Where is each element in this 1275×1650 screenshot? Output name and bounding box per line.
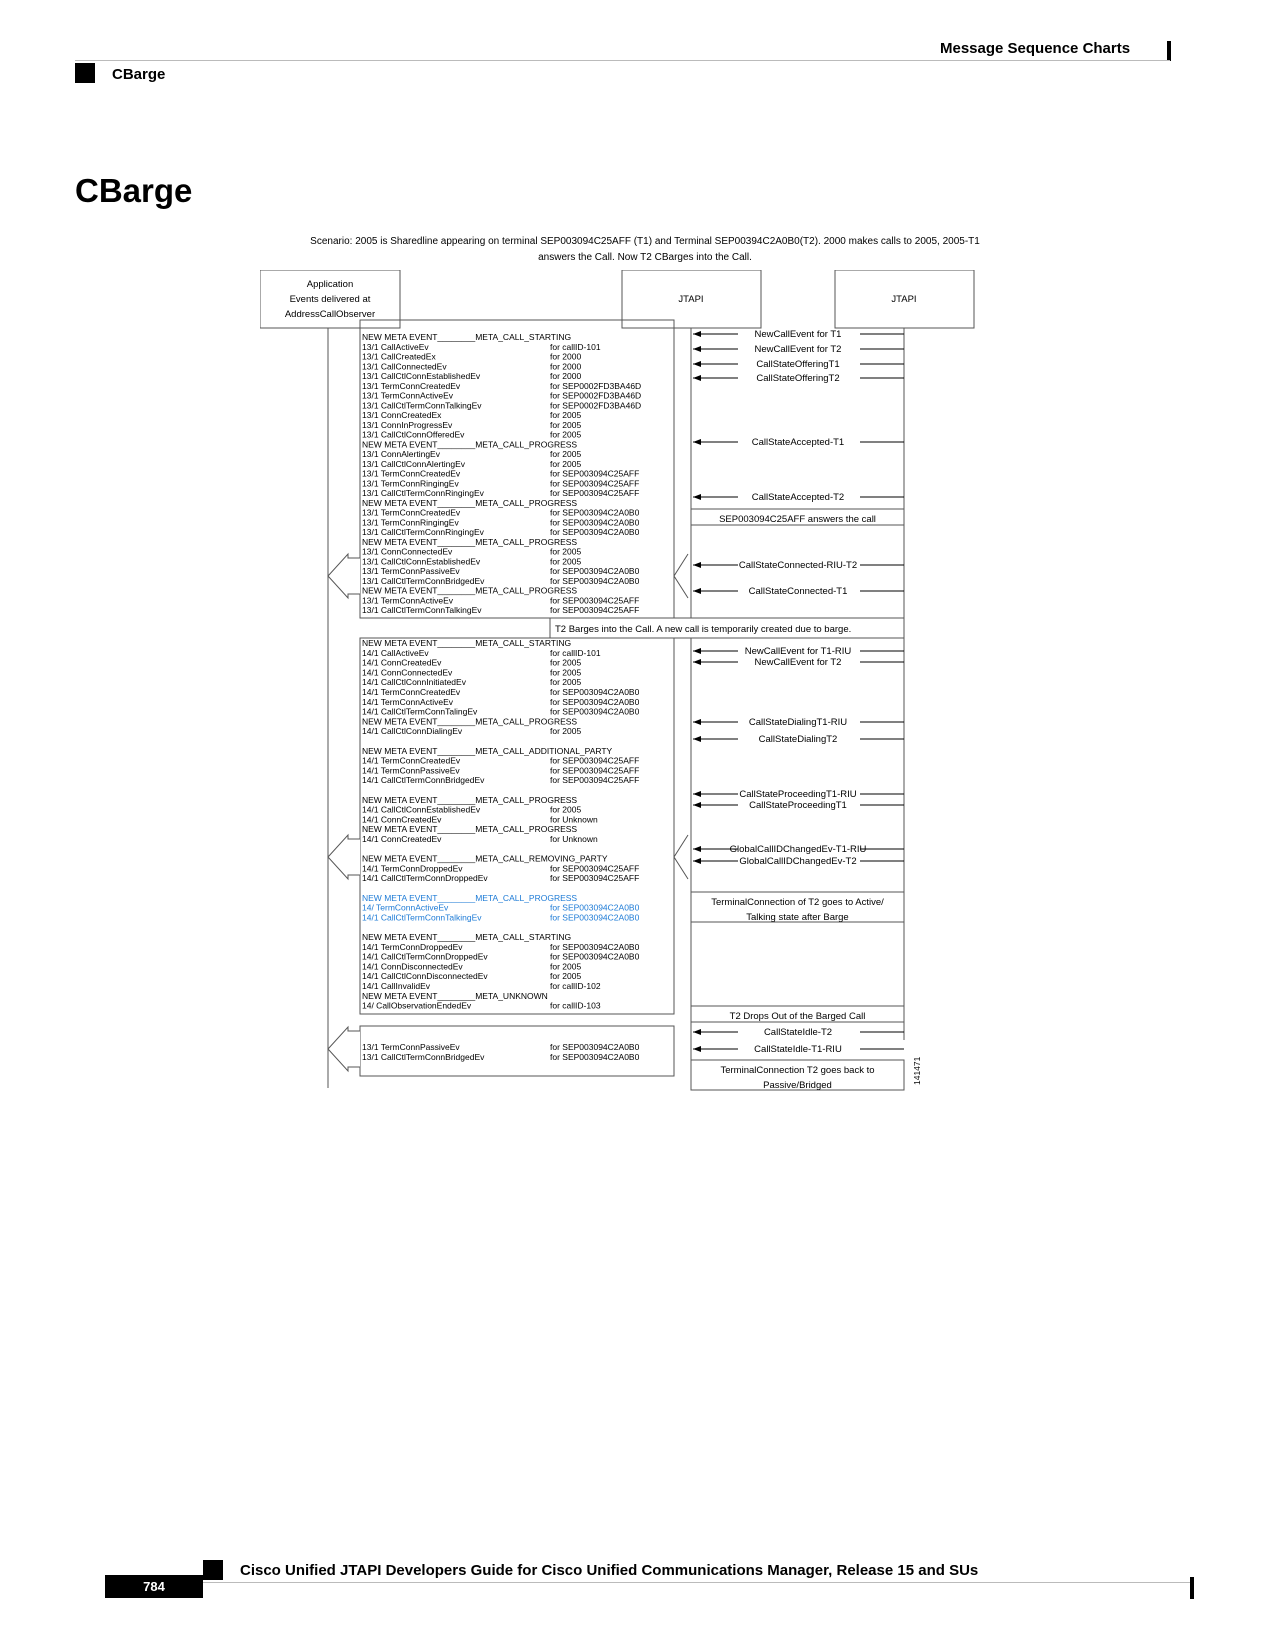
block2-target: for SEP003094C25AFF (550, 863, 640, 874)
block1-event: 13/1 CallCtlTermConnTalkingEv (362, 400, 482, 411)
block1-event: NEW META EVENT________META_CALL_PROGRESS (362, 536, 578, 547)
message-arrowhead (693, 791, 701, 797)
block2-event: 14/1 ConnCreatedEv (362, 657, 442, 668)
block1-target: for 2000 (550, 371, 582, 381)
block2-event: NEW META EVENT________META_CALL_ADDITIONAL_PARTY (362, 745, 613, 756)
page-number: 784 (105, 1575, 203, 1598)
header-bar (1167, 41, 1171, 61)
message-label: CallStateDialingT2 (758, 734, 838, 745)
message-label: CallStateAccepted-T2 (751, 492, 845, 503)
message-label: NewCallEvent for T1 (754, 329, 842, 340)
message-arrowhead (693, 736, 701, 742)
block1-event: 13/1 CallCtlConnAlertingEv (362, 458, 465, 469)
block2-target: for Unknown (550, 814, 598, 825)
jtapi-arrow-2 (674, 835, 688, 879)
block2-event: 14/1 CallActiveEv (362, 647, 429, 658)
message-label: GlobalCallIDChangedEv-T2 (739, 856, 857, 867)
message-label: CallStateAccepted-T1 (751, 437, 845, 448)
block1-event: 13/1 CallCtlConnEstablishedEv (362, 556, 481, 567)
block1-target: for SEP003094C25AFF (550, 478, 640, 489)
block2-event: 14/1 CallCtlConnDialingEv (362, 726, 463, 737)
block1-event: 13/1 ConnCreatedEx (362, 410, 442, 420)
block1-target: for SEP003094C25AFF (550, 488, 640, 498)
message-label: NewCallEvent for T2 (754, 657, 842, 668)
chapter-marker (75, 63, 95, 83)
block1-target: for 2005 (550, 419, 582, 430)
message-label: CallStateProceedingT1-RIU (739, 789, 857, 800)
running-header-chapter: CBarge (112, 66, 166, 83)
block1-event: 13/1 CallActiveEv (362, 341, 429, 352)
running-header-section: Message Sequence Charts (940, 40, 1131, 57)
scenario-line-2: answers the Call. Now T2 CBarges into the Call. (538, 252, 752, 263)
block1-target: for 2005 (550, 458, 582, 469)
jtapi-arrow-1 (674, 554, 688, 598)
block3-target: for SEP003094C2A0B0 (550, 1052, 640, 1062)
block2-target: for 2005 (550, 726, 582, 737)
block1-target: for SEP003094C25AFF (550, 595, 640, 606)
block2-target: for SEP003094C2A0B0 (550, 912, 640, 923)
block2-event: 14/1 ConnCreatedEv (362, 814, 442, 825)
block1-event: 13/1 TermConnPassiveEv (362, 566, 460, 576)
block1-event: 13/1 TermConnRingingEv (362, 517, 459, 528)
block2-target: for SEP003094C2A0B0 (550, 951, 640, 962)
note-active-talking: TerminalConnection of T2 goes to Active/ (711, 897, 884, 908)
block2-event: 14/1 TermConnDroppedEv (362, 941, 463, 952)
footer-marker (203, 1560, 223, 1580)
block2-target: for callID-102 (550, 981, 601, 991)
block1-event: NEW META EVENT________META_CALL_PROGRESS (362, 439, 578, 450)
message-arrowhead (693, 659, 701, 665)
block1-event: 13/1 CallCtlTermConnTalkingEv (362, 605, 482, 615)
block2-event: 14/1 ConnCreatedEv (362, 834, 442, 844)
block1-target: for 2005 (550, 546, 582, 557)
block2-event: NEW META EVENT________META_CALL_PROGRESS (362, 794, 578, 805)
block2-event: 14/1 TermConnCreatedEv (362, 755, 461, 766)
footer-guide-title: Cisco Unified JTAPI Developers Guide for Cisco Unified Communications Manager, Release 15 and SUs (240, 1562, 979, 1579)
block1-event: NEW META EVENT________META_CALL_PROGRESS (362, 497, 578, 508)
block1-target: for SEP0002FD3BA46D (550, 400, 642, 411)
block1-event: 13/1 CallCtlConnOfferedEv (362, 429, 465, 440)
message-label: CallStateDialingT1-RIU (748, 717, 848, 728)
scenario-line-1: Scenario: 2005 is Sharedline appearing on terminal SEP003094C25AFF (T1) and Terminal SEP00394C2A0B0(T2). 2000 makes calls to 2005, 2005-T1 (310, 236, 980, 247)
delivery-arrow-3 (328, 1027, 360, 1071)
header-rule (75, 60, 1170, 61)
lifeline-header-label: AddressCallObserver (284, 309, 376, 320)
block2-target: for 2005 (550, 677, 582, 688)
message-arrowhead (693, 1046, 701, 1052)
lifeline-header-label: JTAPI (891, 294, 917, 305)
message-arrowhead (693, 331, 701, 337)
barge-note: T2 Barges into the Call. A new call is temporarily created due to barge. (555, 624, 852, 635)
message-label: CallStateConnected-RIU-T2 (738, 560, 858, 571)
block1-event: 13/1 CallConnectedEv (362, 361, 447, 372)
block3-event: 13/1 CallCtlTermConnBridgedEv (362, 1052, 485, 1062)
block1-event: 13/1 CallCtlTermConnRingingEv (362, 488, 484, 498)
message-arrowhead (693, 439, 701, 445)
block2-event: 14/ TermConnActiveEv (362, 902, 449, 913)
message-label: NewCallEvent for T1-RIU (744, 646, 852, 657)
message-arrowhead (693, 802, 701, 808)
message-label: CallStateIdle-T1-RIU (754, 1044, 842, 1055)
block2-event: 14/1 CallCtlConnDisconnectedEv (362, 971, 488, 982)
message-arrowhead (693, 648, 701, 654)
message-arrowhead (693, 1029, 701, 1035)
block2-event: NEW META EVENT________META_CALL_STARTING (362, 932, 572, 942)
scenario-caption (270, 234, 1020, 266)
block2-event: NEW META EVENT________META_CALL_PROGRESS (362, 716, 578, 727)
message-label: NewCallEvent for T2 (754, 344, 842, 355)
block2-event: 14/1 CallCtlConnInitiatedEv (362, 677, 466, 688)
block1-target: for callID-101 (550, 341, 601, 352)
note-passive-bridged: TerminalConnection T2 goes back to (720, 1065, 875, 1076)
block1-target: for SEP003094C2A0B0 (550, 517, 640, 528)
block2-event: NEW META EVENT________META_UNKNOWN (362, 990, 548, 1001)
block2-event: 14/1 TermConnDroppedEv (362, 863, 463, 874)
block1-target: for 2005 (550, 449, 582, 459)
block2-event: 14/1 CallCtlTermConnTalingEv (362, 706, 478, 717)
block2-target: for Unknown (550, 834, 598, 844)
note-drops-out: T2 Drops Out of the Barged Call (729, 1011, 866, 1022)
message-arrowhead (693, 361, 701, 367)
delivery-arrow-1 (328, 554, 360, 598)
block1-target: for 2000 (550, 361, 582, 372)
block2-event: 14/ CallObservationEndedEv (362, 1000, 472, 1011)
block1-target: for SEP003094C2A0B0 (550, 566, 640, 576)
message-label: CallStateConnected-T1 (748, 586, 848, 597)
block2-event: 14/1 CallCtlTermConnBridgedEv (362, 775, 485, 786)
block1-event: 13/1 TermConnCreatedEv (362, 380, 461, 391)
message-arrowhead (693, 494, 701, 500)
block1-target: for SEP0002FD3BA46D (550, 380, 642, 391)
block1-target: for SEP003094C25AFF (550, 605, 640, 615)
block1-event: 13/1 TermConnActiveEv (362, 595, 454, 606)
block2-event: NEW META EVENT________META_CALL_PROGRESS (362, 892, 578, 903)
block2-target: for SEP003094C25AFF (550, 873, 640, 884)
block1-target: for 2005 (550, 429, 582, 440)
lifeline-header-label: Application (306, 279, 354, 290)
block2-event: 14/1 CallCtlTermConnTalkingEv (362, 912, 482, 923)
block1-event: 13/1 CallCreatedEx (362, 351, 436, 362)
message-sequence-diagram (260, 270, 990, 1100)
block2-target: for SEP003094C2A0B0 (550, 687, 640, 697)
message-arrowhead (693, 346, 701, 352)
footer-bar (1190, 1577, 1194, 1599)
block2-event: NEW META EVENT________META_CALL_PROGRESS (362, 824, 578, 835)
message-label: CallStateIdle-T2 (763, 1027, 833, 1038)
block1-target: for 2000 (550, 351, 582, 362)
block1-target: for SEP003094C2A0B0 (550, 527, 640, 537)
block2-event: 14/1 TermConnCreatedEv (362, 687, 461, 697)
block1-event: NEW META EVENT________META_CALL_PROGRESS (362, 585, 578, 596)
block2-event: 14/1 CallCtlConnEstablishedEv (362, 804, 481, 815)
delivery-arrow-2 (328, 835, 360, 879)
message-label: CallStateProceedingT1 (749, 800, 847, 811)
block2-event: 14/1 ConnConnectedEv (362, 667, 453, 678)
block1-target: for SEP003094C2A0B0 (550, 507, 640, 518)
block2-event: 14/1 TermConnPassiveEv (362, 765, 460, 776)
block2-target: for callID-103 (550, 1000, 601, 1011)
block2-event: NEW META EVENT________META_CALL_REMOVING_PARTY (362, 853, 608, 864)
message-arrowhead (693, 846, 701, 852)
block3-event: 13/1 TermConnPassiveEv (362, 1042, 460, 1052)
message-label: CallStateOfferingT1 (756, 359, 840, 370)
message-arrowhead (693, 858, 701, 864)
message-arrowhead (693, 562, 701, 568)
block1-event: 13/1 ConnInProgressEv (362, 419, 453, 430)
block1-event: 13/1 TermConnCreatedEv (362, 468, 461, 479)
block2-target: for SEP003094C25AFF (550, 775, 640, 786)
block2-target: for 2005 (550, 804, 582, 815)
block2-target: for SEP003094C2A0B0 (550, 941, 640, 952)
block2-target: for SEP003094C2A0B0 (550, 696, 640, 707)
block2-event: 14/1 CallCtlTermConnDroppedEv (362, 951, 488, 962)
block1-target: for SEP003094C25AFF (550, 468, 640, 479)
block2-target: for 2005 (550, 657, 582, 668)
lifeline-header-label: JTAPI (678, 294, 704, 305)
note-passive-bridged: Passive/Bridged (763, 1080, 832, 1091)
block2-target: for SEP003094C2A0B0 (550, 902, 640, 913)
block1-event: 13/1 CallCtlConnEstablishedEv (362, 371, 481, 381)
block2-event: 14/1 TermConnActiveEv (362, 696, 454, 707)
block2-event: 14/1 ConnDisconnectedEv (362, 961, 463, 972)
message-label: CallStateOfferingT2 (756, 373, 840, 384)
block1-target: for SEP0002FD3BA46D (550, 390, 642, 401)
block1-target: for 2005 (550, 410, 582, 420)
block1-event: 13/1 TermConnActiveEv (362, 390, 454, 401)
block1-target: for SEP003094C2A0B0 (550, 575, 640, 586)
block2-target: for 2005 (550, 667, 582, 678)
block1-event: 13/1 TermConnCreatedEv (362, 507, 461, 518)
block2-target: for callID-101 (550, 647, 601, 658)
note-answers: SEP003094C25AFF answers the call (719, 514, 876, 525)
lifeline-header-label: Events delivered at (289, 294, 371, 305)
block3-target: for SEP003094C2A0B0 (550, 1042, 640, 1052)
block2-event: NEW META EVENT________META_CALL_STARTING (362, 638, 572, 648)
block1-target: for 2005 (550, 556, 582, 567)
block1-event: 13/1 TermConnRingingEv (362, 478, 459, 489)
block2-event: 14/1 CallInvalidEv (362, 981, 431, 991)
block1-event: 13/1 CallCtlTermConnBridgedEv (362, 575, 485, 586)
block1-event: 13/1 ConnConnectedEv (362, 546, 453, 557)
message-arrowhead (693, 375, 701, 381)
message-arrowhead (693, 588, 701, 594)
note-active-talking: Talking state after Barge (746, 912, 849, 923)
message-label: GlobalCallIDChangedEv-T1-RIU (729, 844, 867, 855)
block2-target: for 2005 (550, 961, 582, 972)
block1-event: 13/1 ConnAlertingEv (362, 449, 440, 459)
block1-event: 13/1 CallCtlTermConnRingingEv (362, 527, 484, 537)
block2-target: for 2005 (550, 971, 582, 982)
block2-target: for SEP003094C2A0B0 (550, 706, 640, 717)
page-title: CBarge (75, 172, 193, 209)
footer-rule (203, 1582, 1193, 1583)
block2-target: for SEP003094C25AFF (550, 755, 640, 766)
message-arrowhead (693, 719, 701, 725)
block2-event: 14/1 CallCtlTermConnDroppedEv (362, 873, 488, 884)
block2-target: for SEP003094C25AFF (550, 765, 640, 776)
block1-event: NEW META EVENT________META_CALL_STARTING (362, 332, 572, 342)
figure-id: 141471 (912, 1056, 922, 1085)
